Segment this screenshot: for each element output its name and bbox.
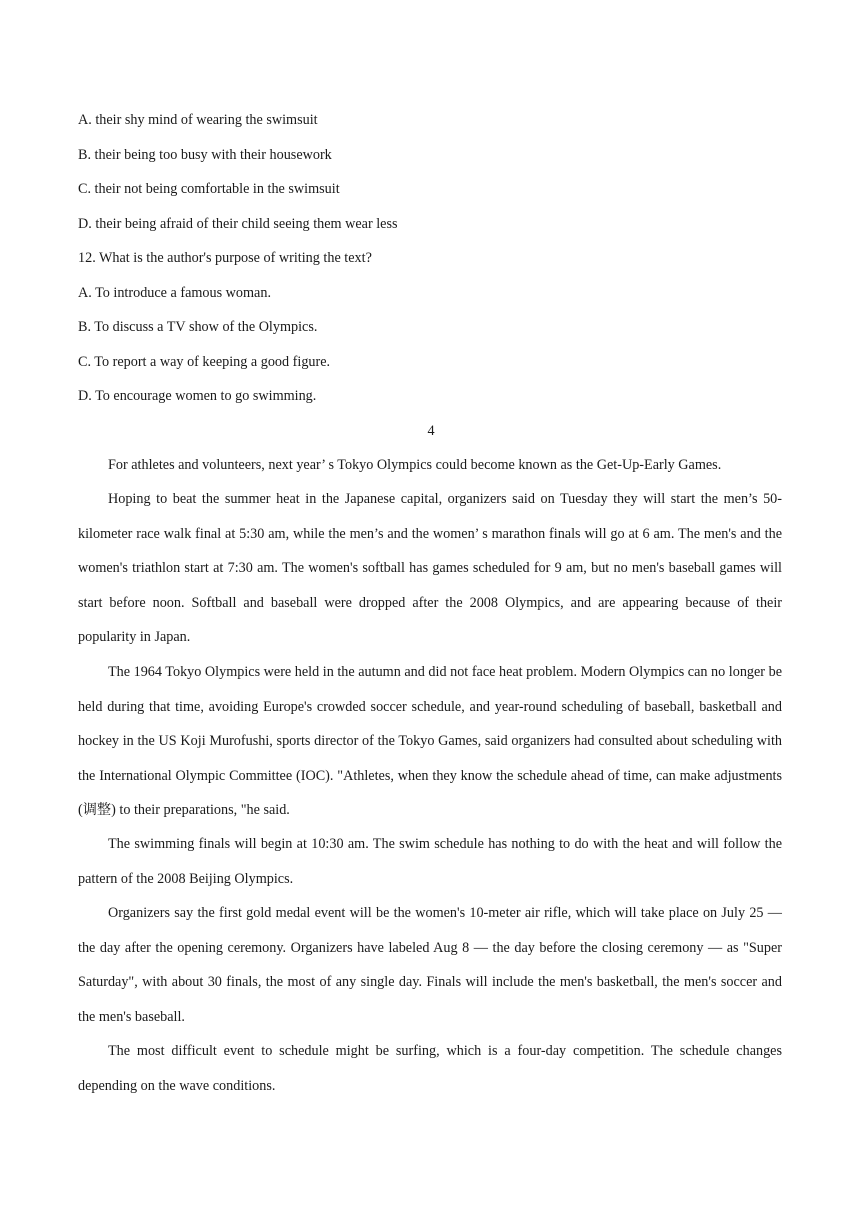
passage-paragraph-1: For athletes and volunteers, next year’ s Tokyo Olympics could become known as the Get-Up-Early Games. xyxy=(108,457,722,473)
q12-option-a: A. To introduce a famous woman. xyxy=(78,285,271,301)
q11-option-a: A. their shy mind of wearing the swimsuit xyxy=(78,112,318,128)
q12-option-d: D. To encourage women to go swimming. xyxy=(78,388,317,404)
q12-stem: 12. What is the author's purpose of writing the text? xyxy=(78,250,372,266)
passage-paragraph-6: The most difficult event to schedule might be surfing, which is a four-day competition. The schedule changes depending on the wave conditions. xyxy=(78,1043,782,1094)
section-number: 4 xyxy=(427,423,435,439)
q12-option-b: B. To discuss a TV show of the Olympics. xyxy=(78,319,318,335)
q11-option-b: B. their being too busy with their housework xyxy=(78,147,332,163)
q11-option-d: D. their being afraid of their child seeing them wear less xyxy=(78,216,398,232)
q12-option-c: C. To report a way of keeping a good figure. xyxy=(78,354,331,370)
passage-paragraph-3: The 1964 Tokyo Olympics were held in the autumn and did not face heat problem. Modern Olympics can no longer be held during that time, avoiding Europe's crowded soccer schedule, and year-round scheduling of baseball, basketball and hockey in the US Koji Murofushi, sports director of the Tokyo Games, said organizers had consulted about scheduling with the International Olympic Committee (IOC). "Athletes, when they know the schedule ahead of time, can make adjustments (调整) to their preparations, "he said. xyxy=(78,664,782,819)
passage-paragraph-2: Hoping to beat the summer heat in the Japanese capital, organizers said on Tuesday they will start the men’s 50-kilometer race walk final at 5:30 am, while the men’s and the women’ s marathon finals will go at 6 am. The men's and the women's triathlon start at 7:30 am. The women's softball has games scheduled for 9 am, but no men's baseball games will start before noon. Softball and baseball were dropped after the 2008 Olympics, and are appearing because of their popularity in Japan. xyxy=(78,491,782,646)
q11-option-c: C. their not being comfortable in the swimsuit xyxy=(78,181,340,197)
passage-paragraph-5: Organizers say the first gold medal event will be the women's 10-meter air rifle, which will take place on July 25 — the day after the opening ceremony. Organizers have labeled Aug 8 — the day before the closing ceremony — as "Super Saturday", with about 30 finals, the most of any single day. Finals will include the men's basketball, the men's soccer and the men's baseball. xyxy=(78,905,782,1025)
passage-paragraph-4: The swimming finals will begin at 10:30 am. The swim schedule has nothing to do with the heat and will follow the pattern of the 2008 Beijing Olympics. xyxy=(78,836,782,887)
